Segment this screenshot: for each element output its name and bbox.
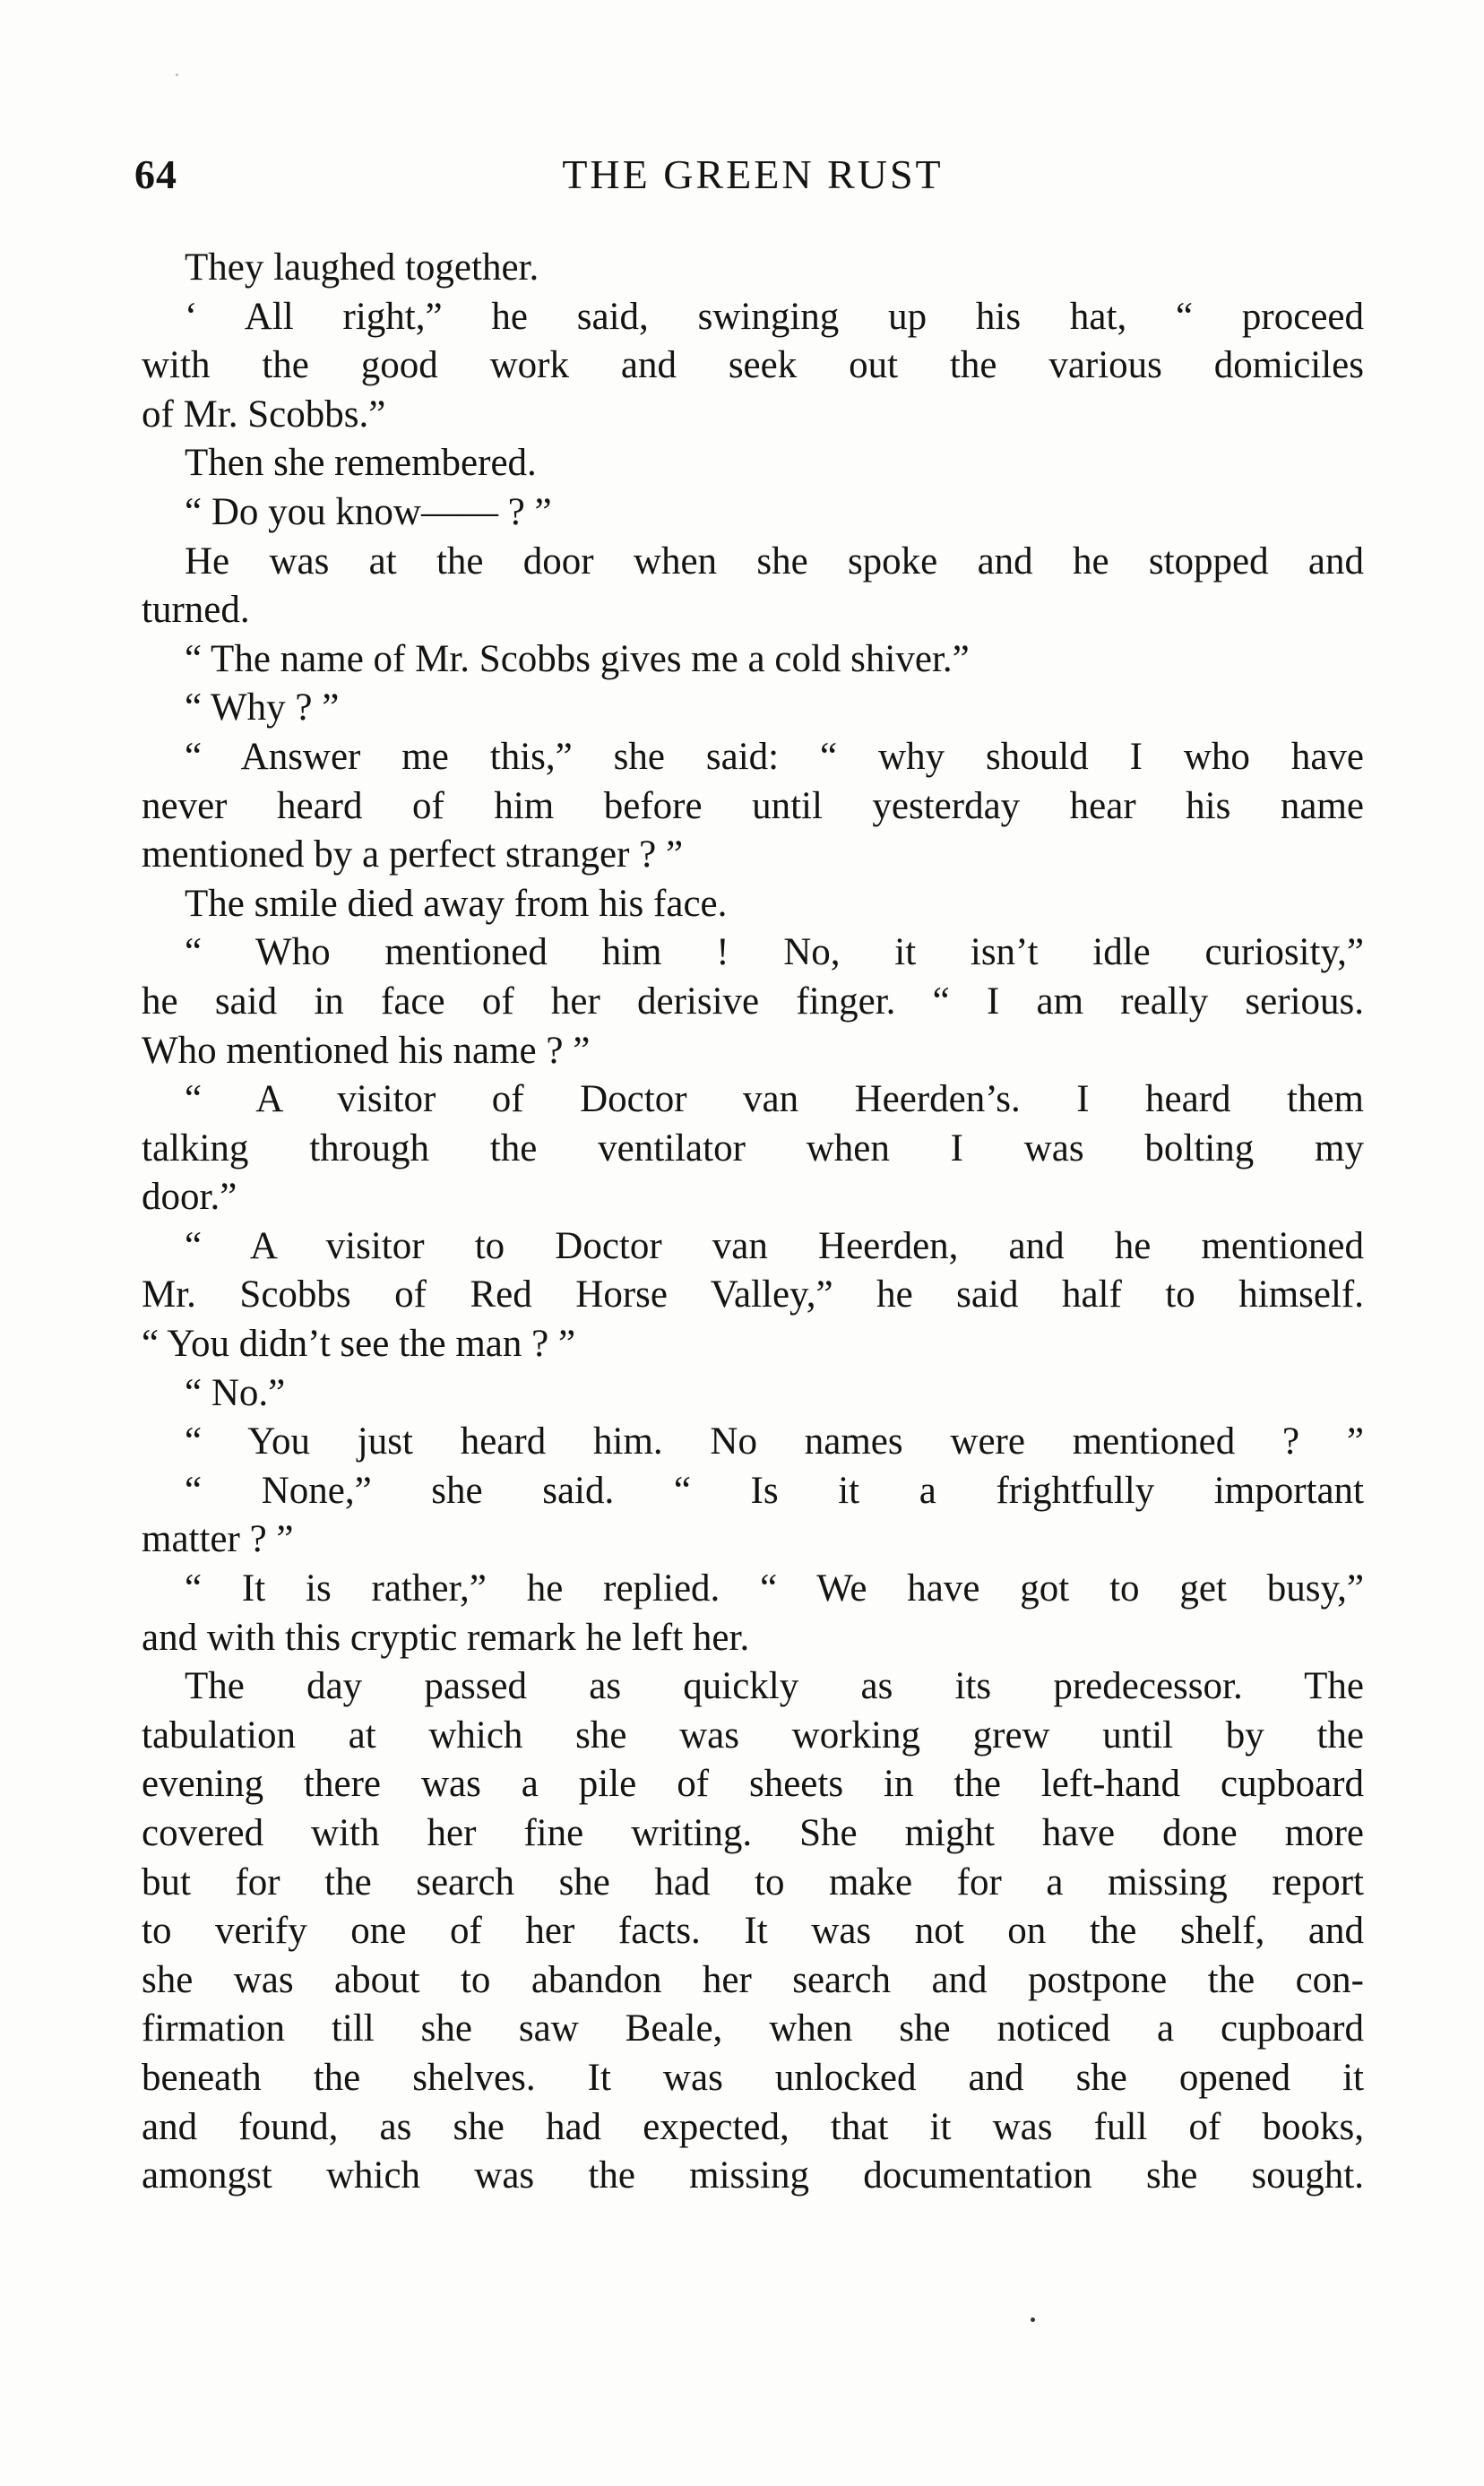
text-line: “ None,” she said. “ Is it a frightfully important [185,1469,1364,1512]
text-line: he said in face of her derisive finger. “ I am really serious. [142,980,1364,1023]
text-line: He was at the door when she spoke and he stopped and [185,539,1364,583]
text-line: “ You didn’t see the man ? ” [142,1323,576,1366]
text-line: Who mentioned his name ? ” [142,1029,591,1072]
text-line: evening there was a pile of sheets in the left-hand cupboard [142,1763,1364,1806]
text-line: Then she remembered. [185,442,537,485]
text-line: to verify one of her facts. It was not on the shelf, and [142,1910,1364,1953]
text-line: “ Why ? ” [185,686,340,729]
text-line: “ A visitor of Doctor van Heerden’s. I heard them [185,1078,1364,1121]
ink-dot [1031,2318,1035,2322]
text-line: she was about to abandon her search and postpone the con- [142,1958,1364,2001]
page-number: 64 [134,151,177,197]
text-line: talking through the ventilator when I was bolting my [142,1126,1364,1170]
text-line: tabulation at which she was working grew until by the [142,1713,1364,1757]
text-line: The smile died away from his face. [185,882,728,925]
running-title: THE GREEN RUST [562,151,944,197]
text-line: The day passed as quickly as its predecessor. The [185,1665,1364,1708]
text-line: firmation till she saw Beale, when she noticed a cupboard [142,2007,1364,2050]
text-line: “ No.” [185,1371,286,1414]
text-line: “ A visitor to Doctor van Heerden, and he mentioned [185,1224,1364,1267]
text-line: “ Answer me this,” she said: “ why should I who have [185,735,1364,778]
text-line: beneath the shelves. It was unlocked and she opened it [142,2056,1364,2099]
text-line: turned. [142,589,250,632]
text-line: matter ? ” [142,1518,294,1561]
text-line: amongst which was the missing documentation she sought. [142,2154,1364,2197]
text-line: mentioned by a perfect stranger ? ” [142,833,684,876]
text-line: “ The name of Mr. Scobbs gives me a cold shiver.” [185,637,970,680]
body-text [142,244,1364,2201]
paper-speck [176,73,178,76]
text-line: door.” [142,1176,237,1219]
text-line: “ Do you know—— ? ” [185,490,552,533]
text-line: with the good work and seek out the various domiciles [142,344,1364,387]
text-line: Mr. Scobbs of Red Horse Valley,” he said half to himself. [142,1273,1364,1316]
text-line: but for the search she had to make for a missing report [142,1860,1364,1903]
text-line: “ Who mentioned him ! No, it isn’t idle curiosity,” [185,931,1364,974]
text-line: covered with her fine writing. She might have done more [142,1812,1364,1854]
text-line: and found, as she had expected, that it was full of books, [142,2105,1364,2148]
text-line: never heard of him before until yesterday hear his name [142,784,1364,827]
text-line: They laughed together. [185,246,539,289]
text-line: ‘ All right,” he said, swinging up his hat, “ proceed [185,295,1364,338]
text-line: of Mr. Scobbs.” [142,393,386,436]
text-line: and with this cryptic remark he left her. [142,1616,750,1659]
text-line: “ You just heard him. No names were mentioned ? ” [185,1420,1364,1463]
text-line: “ It is rather,” he replied. “ We have got to get busy,” [185,1567,1364,1610]
page-header [134,151,1371,204]
